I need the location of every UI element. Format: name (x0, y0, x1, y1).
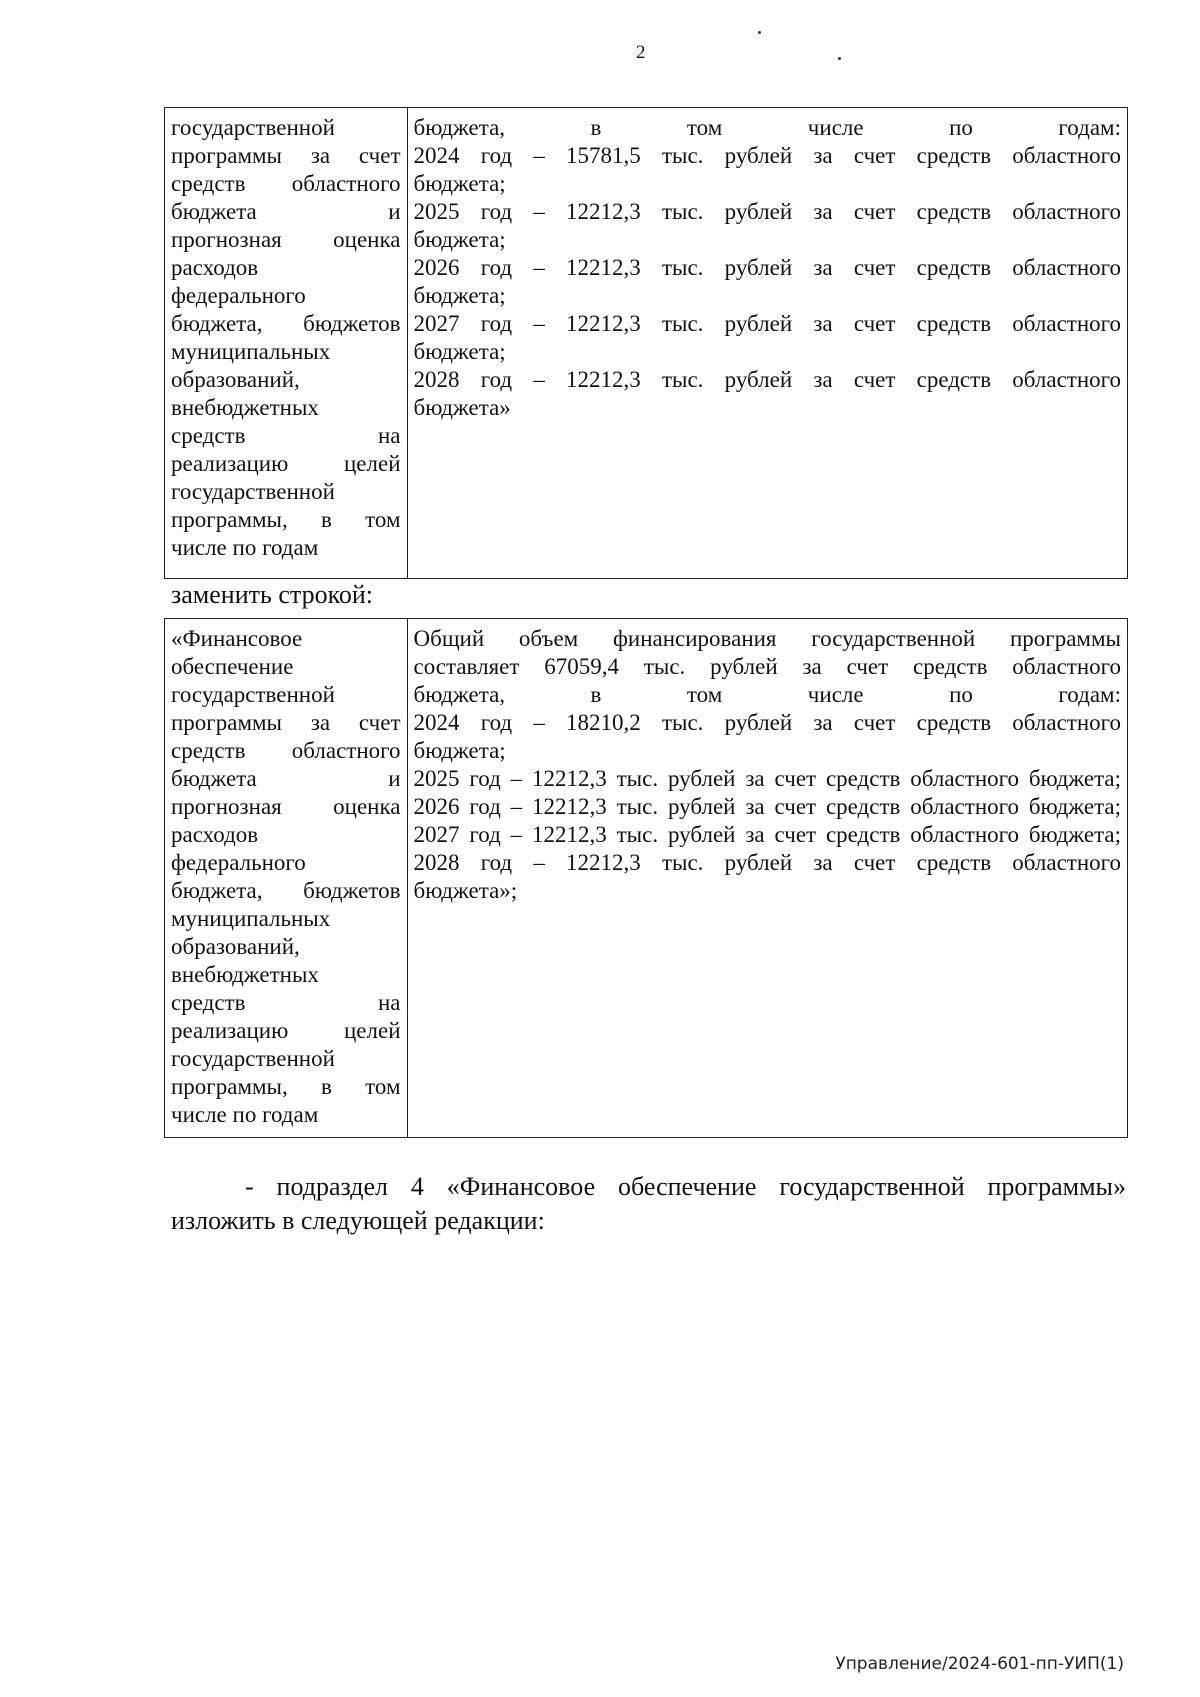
scan-speck-2 (838, 57, 841, 60)
cell-line: 2026 год – 12212,3 тыс. рублей за счет средств областного бюджета; (413, 794, 1121, 819)
cell-line: 2027 год – 12212,3 тыс. рублей за счет средств областного (413, 311, 1121, 336)
cell-line: программы, в том (171, 1074, 401, 1099)
cell-line: 2027 год – 12212,3 тыс. рублей за счет средств областного бюджета; (413, 822, 1121, 847)
cell-line: средств на (171, 990, 401, 1015)
cell-line: составляет 67059,4 тыс. рублей за счет средств областного (413, 654, 1121, 679)
cell-line: бюджета и (171, 199, 401, 224)
cell-line: бюджета, бюджетов (171, 878, 401, 903)
cell-line: муниципальных (171, 339, 331, 364)
old-row-value-cell (407, 108, 1127, 579)
cell-line: государственной (171, 115, 335, 140)
cell-line: средств областного (171, 171, 401, 196)
new-row-table (164, 618, 1128, 1138)
cell-line: внебюджетных (171, 395, 319, 420)
cell-line: бюджета; (413, 283, 506, 308)
cell-line: государственной (171, 1046, 335, 1071)
cell-line: бюджета; (413, 171, 506, 196)
cell-line: 2024 год – 15781,5 тыс. рублей за счет средств областного (413, 143, 1121, 168)
cell-line: обеспечение (171, 654, 294, 679)
cell-line: федерального (171, 283, 306, 308)
cell-line: 2028 год – 12212,3 тыс. рублей за счет средств областного (413, 367, 1121, 392)
old-row-table (164, 107, 1128, 579)
cell-line: бюджета; (413, 227, 506, 252)
page-number: 2 (636, 42, 646, 63)
cell-line: средств областного (171, 738, 401, 763)
cell-line: 2028 год – 12212,3 тыс. рублей за счет средств областного (413, 850, 1121, 875)
cell-line: числе по годам (171, 1102, 319, 1127)
cell-line: бюджета, в том числе по годам: (413, 115, 1121, 140)
cell-line: 2025 год – 12212,3 тыс. рублей за счет средств областного (413, 199, 1121, 224)
cell-line: реализацию целей (171, 451, 401, 476)
cell-line: федерального (171, 850, 306, 875)
cell-line: образований, (171, 367, 300, 392)
cell-line: муниципальных (171, 906, 331, 931)
cell-line: Общий объем финансирования государственной программы (413, 626, 1121, 651)
scan-speck-1 (758, 31, 761, 34)
cell-line: внебюджетных (171, 962, 319, 987)
new-row-label-cell (165, 619, 408, 1138)
new-row-value-cell (407, 619, 1127, 1138)
cell-line: государственной (171, 682, 335, 707)
cell-line: программы, в том (171, 507, 401, 532)
cell-line: программы за счет (171, 710, 401, 735)
cell-line: «Финансовое (171, 626, 303, 651)
cell-line: бюджета; (413, 339, 506, 364)
cell-line: реализацию целей (171, 1018, 401, 1043)
cell-line: расходов (171, 255, 259, 280)
cell-line: государственной (171, 479, 335, 504)
cell-line: бюджета и (171, 766, 401, 791)
cell-line: расходов (171, 822, 259, 847)
subsection-instruction-line-2: изложить в следующей редакции: (171, 1206, 545, 1235)
replace-label: заменить строкой: (171, 580, 374, 609)
cell-line: бюджета, бюджетов (171, 311, 401, 336)
cell-line: числе по годам (171, 535, 319, 560)
cell-line: 2026 год – 12212,3 тыс. рублей за счет средств областного (413, 255, 1121, 280)
cell-line: бюджета» (413, 395, 511, 420)
cell-line: 2025 год – 12212,3 тыс. рублей за счет средств областного бюджета; (413, 766, 1121, 791)
subsection-instruction-line-1: - подраздел 4 «Финансовое обеспечение государственной программы» (245, 1172, 1126, 1201)
old-row-label-cell (165, 108, 408, 579)
document-code: Управление/2024-601-пп-УИП(1) (835, 1654, 1124, 1674)
cell-line: программы за счет (171, 143, 401, 168)
cell-line: средств на (171, 423, 401, 448)
cell-line: прогнозная оценка (171, 227, 401, 252)
cell-line: бюджета»; (413, 878, 518, 903)
cell-line: прогнозная оценка (171, 794, 401, 819)
cell-line: 2024 год – 18210,2 тыс. рублей за счет средств областного (413, 710, 1121, 735)
cell-line: бюджета; (413, 738, 506, 763)
cell-line: образований, (171, 934, 300, 959)
cell-line: бюджета, в том числе по годам: (413, 682, 1121, 707)
